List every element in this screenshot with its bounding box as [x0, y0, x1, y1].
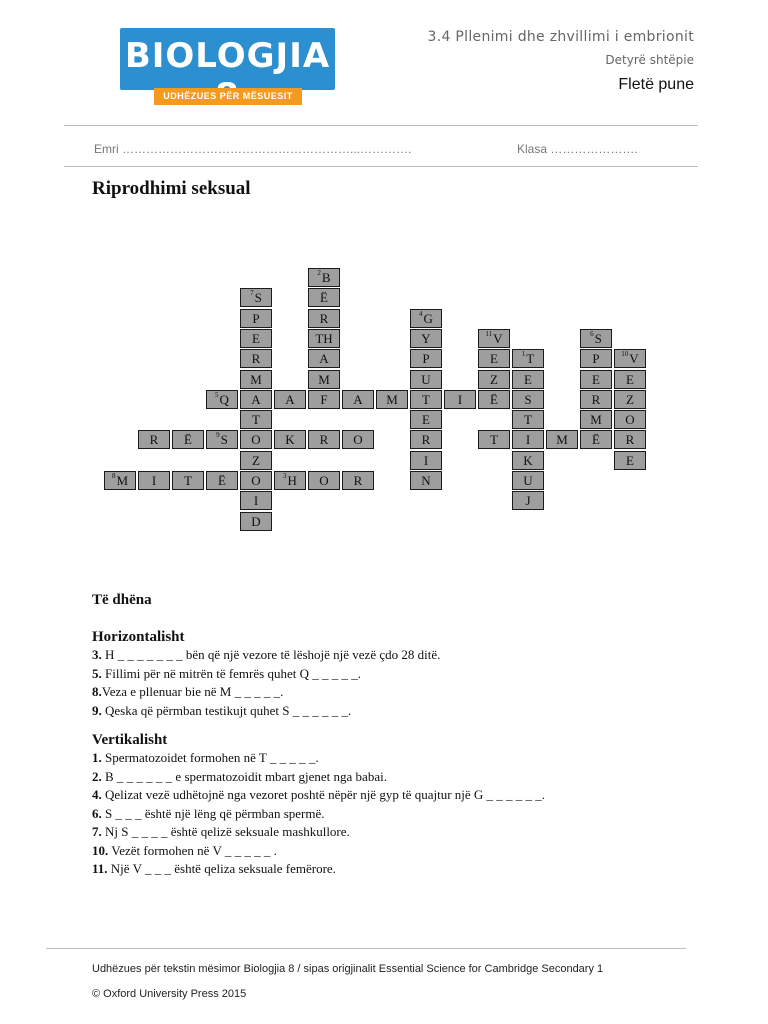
across-title: Horizontalisht: [92, 629, 185, 645]
cell-letter: M: [386, 392, 398, 407]
crossword-cell[interactable]: [308, 268, 340, 287]
chapter-title: 3.4 Pllenimi dhe zhvillimi i embrionit: [427, 29, 694, 45]
cell-letter: I: [253, 493, 259, 508]
crossword-cell[interactable]: [376, 390, 408, 409]
cell-letter: R: [353, 473, 363, 488]
across-clue: [92, 702, 692, 721]
cell-letter: N: [421, 473, 431, 488]
cell-letter: E: [422, 412, 430, 427]
cell-letter: T: [422, 392, 430, 407]
top-divider: [64, 125, 698, 126]
crossword-cell[interactable]: [342, 471, 374, 490]
crossword-cell[interactable]: [580, 349, 612, 368]
logo-title: BIOLOGJIA: [124, 36, 331, 76]
crossword-cell[interactable]: [240, 390, 272, 409]
crossword-cell[interactable]: [172, 471, 204, 490]
name-field[interactable]: Emri …………………………………………………...………….: [94, 142, 412, 156]
crossword-cell[interactable]: [240, 349, 272, 368]
cell-letter: T: [184, 473, 192, 488]
crossword-cell[interactable]: [410, 451, 442, 470]
page-title: Riprodhimi seksual: [92, 178, 251, 199]
footer-divider: [46, 948, 686, 949]
cell-letter: T: [526, 351, 535, 366]
cell-letter: Z: [626, 392, 634, 407]
clue-number: 4.: [92, 787, 102, 802]
down-clue: [92, 749, 692, 768]
crossword-cell[interactable]: [240, 309, 272, 328]
clue-number: 9.: [92, 702, 102, 718]
cell-letter: P: [422, 351, 430, 366]
crossword-cell[interactable]: [580, 370, 612, 389]
crossword-cell[interactable]: [308, 370, 340, 389]
cell-letter: P: [252, 311, 260, 326]
clue-text: Vezët formohen në V _ _ _ _ _ .: [108, 842, 277, 858]
cell-letter: G: [423, 311, 433, 326]
crossword-cell[interactable]: [240, 512, 272, 531]
clue-text: Nj S _ _ _ _ është qelizë seksuale mashkullore.: [101, 824, 350, 839]
down-clue: [92, 842, 692, 861]
logo: [120, 28, 335, 106]
cell-letter: E: [626, 453, 634, 468]
clue-number: 4: [419, 310, 423, 318]
crossword-cell[interactable]: [512, 410, 544, 429]
cell-letter: O: [353, 432, 363, 447]
crossword-cell[interactable]: [614, 451, 646, 470]
clue-number: 7.: [92, 824, 102, 839]
cell-letter: A: [353, 392, 363, 407]
crossword-cell[interactable]: [410, 390, 442, 409]
clue-number: 1.: [92, 750, 102, 765]
cell-letter: U: [421, 372, 431, 387]
cell-letter: Ë: [320, 290, 328, 305]
cell-letter: Ë: [218, 473, 226, 488]
clues-heading: Të dhëna: [92, 592, 152, 608]
cell-letter: A: [319, 351, 329, 366]
crossword-cell[interactable]: [308, 471, 340, 490]
clue-text: Veza e pllenuar bie në M _ _ _ _ _.: [101, 684, 284, 699]
cell-letter: I: [525, 432, 531, 447]
crossword-cell[interactable]: [206, 430, 238, 449]
crossword-cell[interactable]: [512, 349, 544, 368]
crossword-cell[interactable]: [308, 349, 340, 368]
clue-text: Spermatozoidet formohen në T _ _ _ _ _.: [101, 750, 319, 765]
cell-letter: Z: [252, 453, 260, 468]
cell-letter: R: [319, 432, 329, 447]
crossword-cell[interactable]: [410, 329, 442, 348]
clue-number: 2: [317, 269, 321, 277]
clue-number: 10: [621, 350, 629, 358]
cell-letter: R: [149, 432, 159, 447]
crossword-cell[interactable]: [410, 309, 442, 328]
clue-text: B _ _ _ _ _ _ e spermatozoidit mbart gjenet nga babai.: [101, 768, 387, 784]
cell-letter: U: [523, 473, 533, 488]
down-clue: [92, 805, 692, 824]
crossword-cell[interactable]: [444, 390, 476, 409]
across-clue: [92, 646, 692, 665]
cell-letter: J: [525, 493, 531, 508]
crossword-cell[interactable]: [580, 430, 612, 449]
cell-letter: Z: [490, 372, 498, 387]
cell-letter: H: [287, 473, 297, 488]
crossword-cell[interactable]: [240, 329, 272, 348]
crossword-cell[interactable]: [512, 370, 544, 389]
down-clue: [92, 768, 692, 787]
cell-letter: B: [321, 270, 331, 285]
cell-letter: M: [590, 412, 602, 427]
crossword-cell[interactable]: [614, 370, 646, 389]
cell-letter: E: [626, 372, 634, 387]
crossword-cell[interactable]: [512, 390, 544, 409]
clue-number: 8.: [92, 684, 102, 699]
logo-subtitle: UDHËZUES PËR MËSUESIT: [154, 88, 302, 105]
down-clues: [92, 749, 692, 879]
down-clue: [92, 786, 692, 805]
crossword-cell[interactable]: [512, 430, 544, 449]
across-clues: [92, 646, 692, 720]
cell-letter: Q: [219, 392, 229, 407]
cell-letter: M: [116, 473, 129, 488]
cell-letter: Ë: [490, 392, 498, 407]
cell-letter: R: [319, 311, 329, 326]
crossword-cell[interactable]: [580, 329, 612, 348]
cell-letter: I: [423, 453, 429, 468]
cell-letter: R: [625, 432, 635, 447]
clue-number: 2.: [92, 768, 102, 784]
crossword-cell[interactable]: [104, 471, 136, 490]
cell-letter: S: [594, 331, 602, 346]
cell-letter: I: [457, 392, 463, 407]
clue-number: 5: [215, 391, 219, 399]
cell-letter: O: [319, 473, 329, 488]
header-divider: [64, 166, 698, 167]
cell-letter: I: [151, 473, 157, 488]
cell-letter: Ë: [184, 432, 192, 447]
crossword-cell[interactable]: [410, 370, 442, 389]
crossword-cell[interactable]: [240, 451, 272, 470]
crossword-cell[interactable]: [478, 349, 510, 368]
cell-letter: E: [592, 372, 600, 387]
clue-number: 3: [283, 472, 287, 480]
crossword-cell[interactable]: [512, 451, 544, 470]
cell-letter: T: [252, 412, 260, 427]
crossword-cell[interactable]: [342, 390, 374, 409]
clue-number: 10.: [92, 842, 109, 858]
cell-letter: V: [629, 351, 639, 366]
crossword-cell[interactable]: [614, 349, 646, 368]
clue-number: 6.: [92, 805, 102, 821]
crossword-cell[interactable]: [308, 390, 340, 409]
cell-letter: Ë: [592, 432, 600, 447]
cell-letter: K: [523, 453, 533, 468]
clue-number: 1: [521, 350, 526, 358]
crossword-cell[interactable]: [614, 390, 646, 409]
clue-number: 6: [590, 330, 594, 338]
cell-letter: E: [524, 372, 532, 387]
crossword-cell[interactable]: [580, 390, 612, 409]
cell-letter: M: [556, 432, 568, 447]
clue-text: S _ _ _ është një lëng që përmban spermë.: [101, 805, 325, 821]
cell-letter: O: [625, 412, 635, 427]
crossword-cell[interactable]: [308, 430, 340, 449]
cell-letter: M: [318, 372, 330, 387]
cell-letter: R: [251, 351, 261, 366]
crossword-cell[interactable]: [478, 329, 510, 348]
crossword-cell[interactable]: [410, 430, 442, 449]
clue-text: Një V _ _ _ është qeliza seksuale femërore.: [107, 861, 336, 876]
clue-number: 11: [485, 330, 493, 338]
cell-letter: M: [250, 372, 262, 387]
cell-letter: O: [251, 432, 261, 447]
cell-letter: T: [490, 432, 498, 447]
crossword-cell[interactable]: [410, 349, 442, 368]
crossword-cell[interactable]: [240, 491, 272, 510]
clue-text: Fillimi për në mitrën të femrës quhet Q _ _ _ _ _.: [101, 665, 361, 681]
clues-section: [92, 592, 692, 879]
crossword-cell[interactable]: [206, 390, 238, 409]
crossword-cell[interactable]: [274, 390, 306, 409]
crossword-cell[interactable]: [274, 430, 306, 449]
crossword-cell[interactable]: [512, 491, 544, 510]
crossword-cell[interactable]: [138, 471, 170, 490]
crossword-cell[interactable]: [614, 430, 646, 449]
cell-letter: R: [591, 392, 601, 407]
clue-text: Qeska që përmban testikujt quhet S _ _ _ _ _ _.: [101, 702, 352, 718]
clue-number: 8: [111, 472, 116, 480]
cell-letter: TH: [315, 331, 333, 346]
crossword-cell[interactable]: [546, 430, 578, 449]
cell-letter: T: [524, 412, 532, 427]
crossword-cell[interactable]: [512, 471, 544, 490]
footer-credit: Udhëzues për tekstin mësimor Biologjia 8 / sipas origjinalit Essential Science for Cambridge Secondary 1: [92, 963, 604, 975]
crossword-cell[interactable]: [308, 288, 340, 307]
crossword-cell[interactable]: [240, 410, 272, 429]
clue-number: 7: [250, 289, 254, 297]
across-clue: [92, 665, 692, 684]
crossword-cell[interactable]: [478, 430, 510, 449]
cell-letter: D: [251, 514, 261, 529]
clue-number: 5.: [92, 665, 102, 681]
crossword-cell[interactable]: [172, 430, 204, 449]
crossword-cell[interactable]: [138, 430, 170, 449]
crossword-cell[interactable]: [410, 410, 442, 429]
cell-letter: R: [421, 432, 431, 447]
crossword-cell[interactable]: [240, 430, 272, 449]
clue-number: 9: [216, 431, 220, 439]
cell-letter: Y: [421, 331, 431, 346]
crossword-cell[interactable]: [614, 410, 646, 429]
cell-letter: S: [254, 290, 262, 305]
clue-number: 3.: [92, 647, 102, 662]
cell-letter: E: [490, 351, 498, 366]
down-title: Vertikalisht: [92, 732, 168, 748]
crossword-cell[interactable]: [240, 288, 272, 307]
cell-letter: P: [592, 351, 600, 366]
crossword-cell[interactable]: [308, 329, 340, 348]
crossword-cell[interactable]: [478, 390, 510, 409]
worksheet-label: Fletë pune: [618, 76, 694, 93]
cell-letter: E: [252, 331, 260, 346]
down-clue: [92, 860, 692, 879]
crossword-cell[interactable]: [410, 471, 442, 490]
cell-letter: S: [524, 392, 532, 407]
cell-letter: V: [493, 331, 503, 346]
clue-text: Qelizat vezë udhëtojnë nga vezoret poshtë nëpër një gyp të quajtur një G _ _ _ _ _ _.: [101, 787, 546, 802]
cell-letter: S: [220, 432, 228, 447]
cell-letter: O: [251, 473, 261, 488]
crossword-cell[interactable]: [206, 471, 238, 490]
crossword-cell[interactable]: [478, 370, 510, 389]
cell-letter: A: [251, 392, 261, 407]
across-clue: [92, 683, 692, 702]
crossword-cell[interactable]: [274, 471, 306, 490]
class-field[interactable]: Klasa ………………….: [517, 142, 638, 156]
crossword-cell[interactable]: [342, 430, 374, 449]
down-clue: [92, 823, 692, 842]
crossword-cell[interactable]: [308, 309, 340, 328]
cell-letter: K: [285, 432, 295, 447]
clue-text: H _ _ _ _ _ _ _ bën që një vezore të lëshojë një vezë çdo 28 ditë.: [101, 647, 441, 662]
footer-copyright: © Oxford University Press 2015: [92, 988, 247, 1000]
clue-number: 11.: [92, 861, 108, 876]
homework-label: Detyrë shtëpie: [605, 53, 694, 67]
crossword-cell[interactable]: [240, 370, 272, 389]
cell-letter: A: [285, 392, 295, 407]
crossword-cell[interactable]: [580, 410, 612, 429]
crossword-cell[interactable]: [240, 471, 272, 490]
cell-letter: F: [320, 392, 328, 407]
